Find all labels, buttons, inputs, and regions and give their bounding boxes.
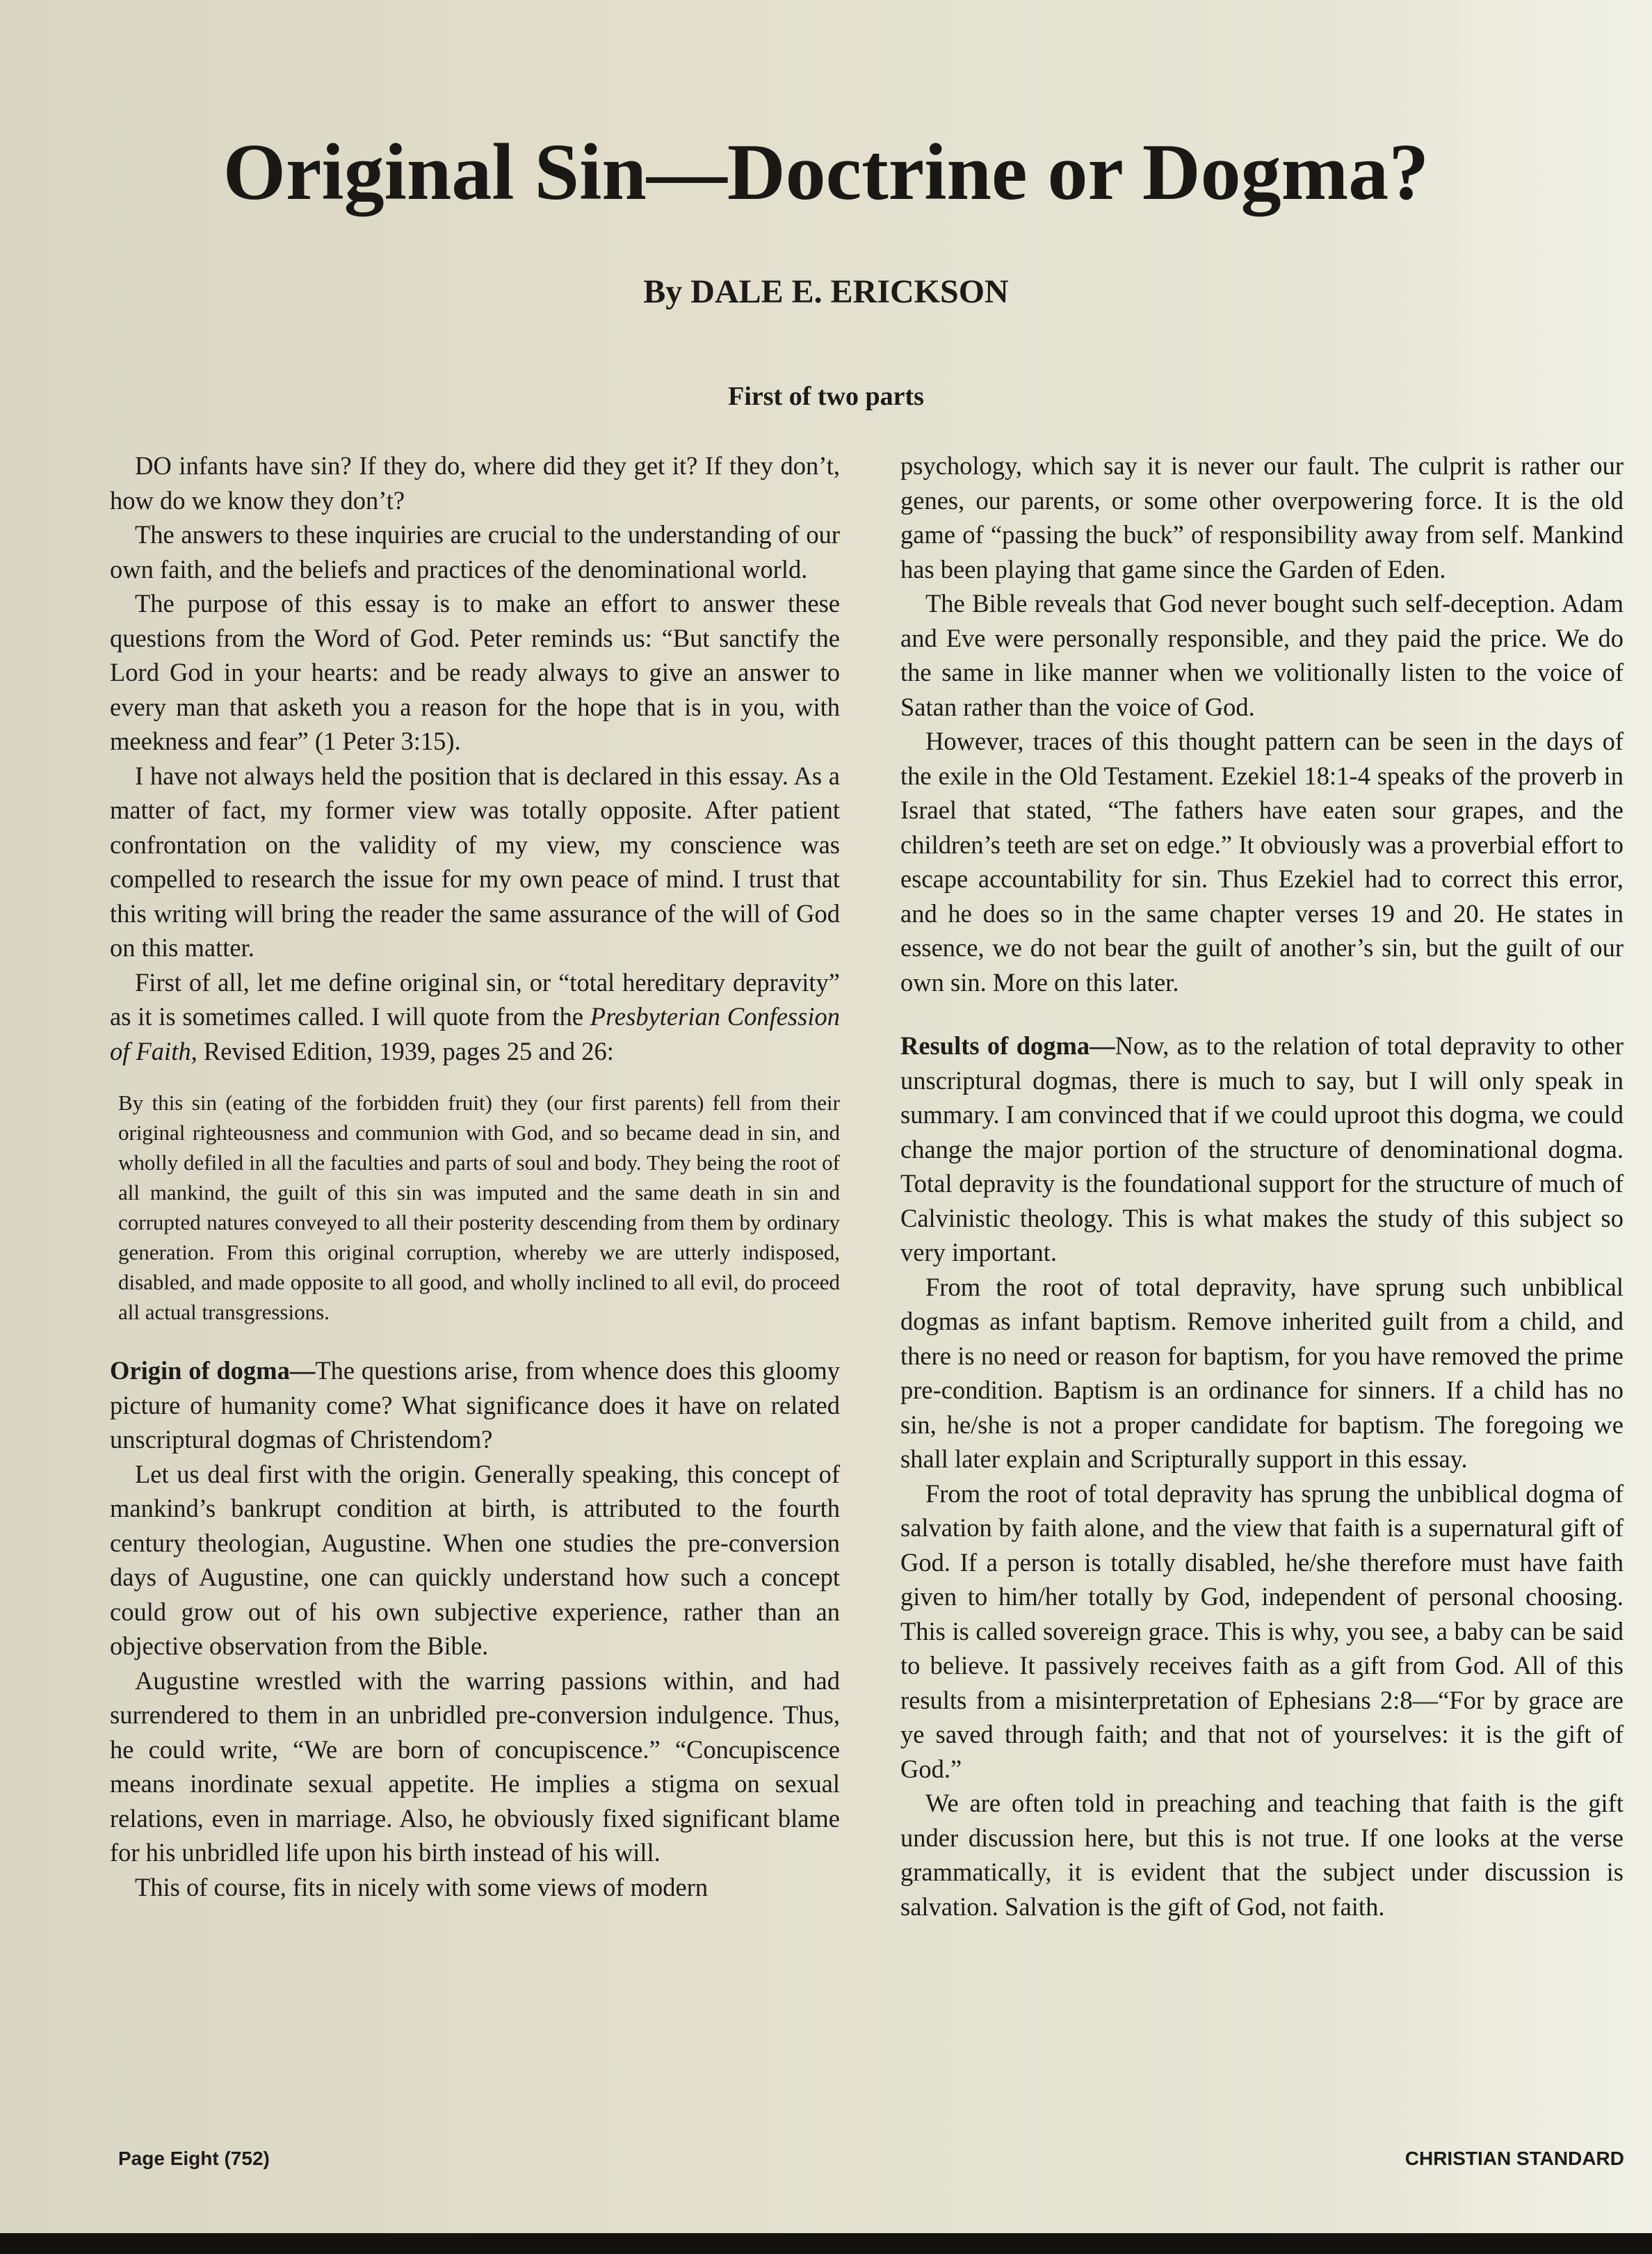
- paragraph: This of course, fits in nicely with some views of modern: [135, 1872, 708, 1901]
- left-column: [110, 449, 840, 1904]
- paragraph: We are often told in preaching and teaching that faith is the gift under discussion here, but this is not true. If one looks at the verse grammatically, it is evident that the subject under discussion is salvation. Salvation is the gift of God, not faith.: [900, 1789, 1623, 1921]
- block-quote: By this sin (eating of the forbidden fruit) they (our first parents) fell from their original righteousness and communion with God, and so became dead in sin, and wholly defiled in all the faculties and parts of soul and body. They being the root of all mankind, the guilt of this sin was imputed and the same death in sin and corrupted natures conveyed to all their posterity descending from them by ordinary generation. From this original corruption, whereby we are utterly indisposed, disabled, and made opposite to all good, and wholly inclined to all evil, do proceed all actual transgressions.: [118, 1090, 840, 1324]
- paragraph-text: First of all, let me define original sin, or “total hereditary depravity” as it is sometimes called. I will quote from the: [110, 967, 840, 1031]
- article-title: Original Sin—Doctrine or Dogma?: [222, 128, 1430, 217]
- publication-name: CHRISTIAN STANDARD: [1404, 2148, 1624, 2169]
- paragraph: I have not always held the position that is declared in this essay. As a matter of fact, my former view was totally opposite. After patient confrontation on the validity of my view, my conscience was compelled to research the issue for my own peace of mind. I trust that this writing will bring the reader the same assurance of the will of God on this matter.: [110, 761, 840, 962]
- paragraph-text: Now, as to the relation of total depravity to other unscriptural dogmas, there is much to say, but I will only speak in summary. I am convinced that if we could uproot this dogma, we could change the major portion of the structure of denominational dogma. Total depravity is the foundational support for the structure of much of Calvinistic theology. This is what makes the study of this subject so very important.: [900, 1031, 1623, 1266]
- paragraph: Let us deal first with the origin. Generally speaking, this concept of mankind’s bankrupt condition at birth, is attributed to the fourth century theologian, Augustine. When one studies the pre-conversion days of Augustine, one can quickly understand how such a concept could grow out of his own subjective experience, rather than an objective observation from the Bible.: [110, 1459, 840, 1660]
- book-title: Presbyterian Confession of Faith,: [110, 1002, 840, 1065]
- paragraph: [110, 965, 840, 1069]
- article-subtitle: First of two parts: [728, 382, 924, 411]
- section-heading: Origin of dogma—: [110, 1356, 316, 1385]
- right-column: [900, 449, 1623, 1924]
- page-number: Page Eight (752): [118, 2148, 270, 2169]
- article-byline: By DALE E. ERICKSON: [643, 273, 1009, 310]
- paragraph: [900, 1029, 1623, 1270]
- paragraph-text: The questions arise, from whence does this gloomy picture of humanity come? What significance does it have on related unscriptural dogmas of Christendom?: [110, 1356, 840, 1454]
- paragraph: The Bible reveals that God never bought such self-deception. Adam and Eve were personally responsible, and they paid the price. We do the same in like manner when we volitionally listen to the voice of Satan rather than the voice of God.: [900, 589, 1623, 721]
- scan-edge: [0, 2233, 1652, 2254]
- paragraph: [110, 1353, 840, 1457]
- paragraph: From the root of total depravity, have sprung such unbiblical dogmas as infant baptism. Remove inherited guilt from a child, and there is no need or reason for baptism, for you have removed the prime pre-condition. Baptism is an ordinance for sinners. If a child has no sin, he/she is not a proper candidate for baptism. The foregoing we shall later explain and Scripturally support in this essay.: [900, 1272, 1623, 1473]
- paragraph: The answers to these inquiries are crucial to the understanding of our own faith, and the beliefs and practices of the denominational world.: [110, 520, 840, 583]
- paragraph: The purpose of this essay is to make an effort to answer these questions from the Word of God. Peter reminds us: “But sanctify the Lord God in your hearts: and be ready always to give an answer to every man that asketh you a reason for the hope that is in you, with meekness and fear” (1 Peter 3:15).: [110, 589, 840, 755]
- paragraph: Augustine wrestled with the warring passions within, and had surrendered to them in an unbridled pre-conversion indulgence. Thus, he could write, “We are born of concupiscence.” “Concupiscence means inordinate sexual appetite. He implies a stigma on sexual relations, even in marriage. Also, he obviously fixed significant blame for his unbridled life upon his birth instead of his will.: [110, 1666, 840, 1867]
- paragraph: DO infants have sin? If they do, where did they get it? If they don’t, how do we know they don’t?: [110, 451, 840, 515]
- paragraph: However, traces of this thought pattern can be seen in the days of the exile in the Old Testament. Ezekiel 18:1-4 speaks of the proverb in Israel that stated, “The fathers have eaten sour grapes, and the children’s teeth are set on edge.” It obviously was a proverbial effort to escape accountability for sin. Thus Ezekiel had to correct this error, and he does so in the same chapter verses 19 and 20. He states in essence, we do not bear the guilt of another’s sin, but the guilt of our own sin. More on this later.: [900, 727, 1623, 997]
- section-heading: Results of dogma—: [900, 1031, 1115, 1060]
- paragraph: psychology, which say it is never our fault. The culprit is rather our genes, our parents, or some other overpowering force. It is the old game of “passing the buck” of responsibility away from self. Mankind has been playing that game since the Garden of Eden.: [900, 451, 1623, 583]
- paragraph: From the root of total depravity has sprung the unbiblical dogma of salvation by faith alone, and the view that faith is a supernatural gift of God. If a person is totally disabled, he/she therefore must have faith given to him/her totally by God, independent of personal choosing. This is called sovereign grace. This is why, you see, a baby can be said to believe. It passively receives faith as a gift from God. All of this results from a misinterpretation of Ephesians 2:8—“For by grace are ye saved through faith; and that not of yourselves: it is the gift of God.”: [900, 1479, 1623, 1783]
- paragraph-text: Revised Edition, 1939, pages 25 and 26:: [197, 1036, 614, 1065]
